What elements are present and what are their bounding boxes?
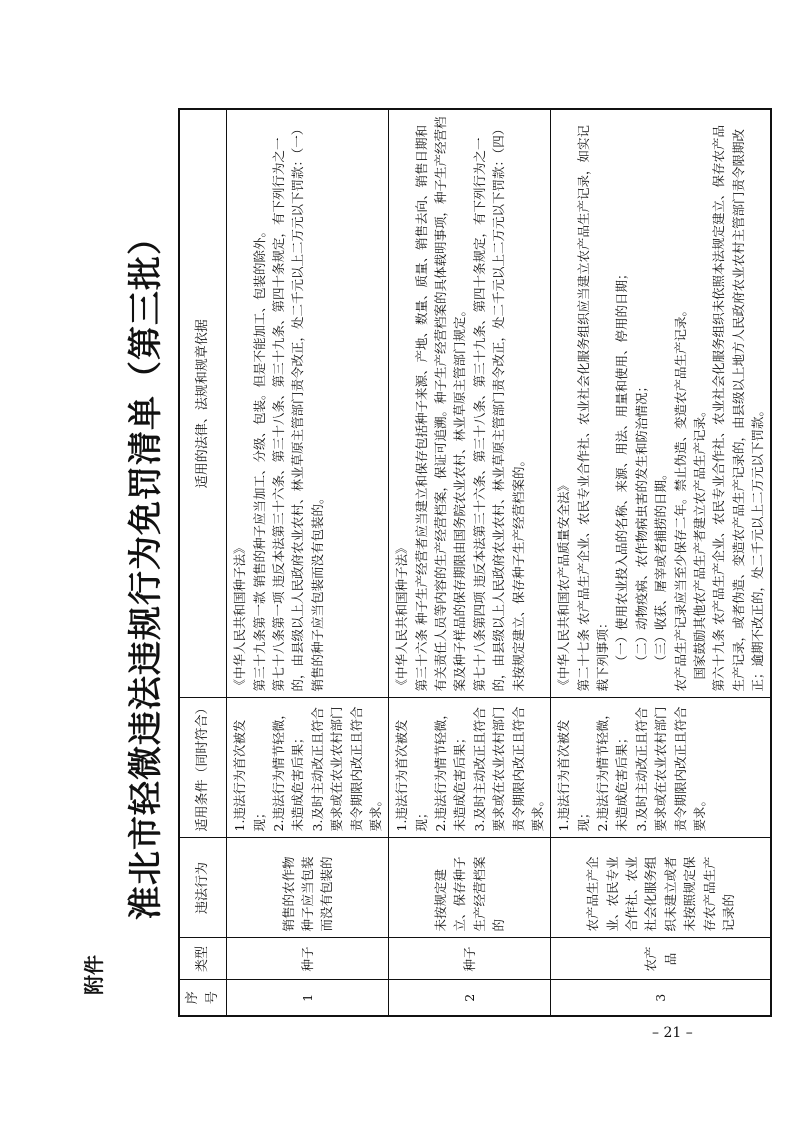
basis-line: 第二十七条 农产品生产企业、农民专业合作社、农业社会化服务组织应当建立农产品生产记录，如实记载下列事项： (575, 125, 611, 692)
header-type: 类型 (179, 938, 227, 980)
row-type: 种子 (389, 938, 551, 980)
condition-line: 2.违法行为情节轻微，未造成危害后果； (595, 707, 630, 832)
page-number: – 21 – (652, 1025, 693, 1041)
header-no: 序号 (179, 980, 227, 1016)
basis-line: （三）收获、屠宰或者捕捞的日期。 (653, 467, 669, 668)
condition-line: 1.违法行为首次被发现； (394, 719, 429, 832)
row-basis (389, 109, 551, 698)
basis-line: 农产品生产记录应当至少保存二年。禁止伪造、变造农产品生产记录。 (672, 303, 688, 692)
row-behavior: 销售的农作物种子应当包装而没有包装的 (227, 838, 389, 938)
basis-line: 国家鼓励其他农产品生产者建立农产品生产记录。 (691, 404, 707, 680)
row-type: 种子 (227, 938, 389, 980)
basis-line: 《中华人民共和国种子法》 (232, 541, 248, 692)
table-row (389, 109, 551, 1016)
condition-line: 2.违法行为情节轻微，未造成危害后果； (271, 707, 306, 832)
basis-line: 《中华人民共和国农产品质量安全法》 (556, 478, 572, 692)
condition-line: 2.违法行为情节轻微，未造成危害后果； (433, 707, 468, 832)
row-no: 2 (389, 980, 551, 1016)
basis-line: 第七十八条第一项 违反本法第三十六条、第三十八条、第三十九条、第四十条规定，有下列行为之一的，由县级以上人民政府农业农村、林业草原主管部门责令改正，处二千元以上二万元以下罚款：（一）销售的种子应当包装而没有包装的。 (271, 122, 325, 692)
condition-line: 3.及时主动改正且符合要求或在农业农村部门责令期限内改正且符合要求。 (471, 706, 545, 832)
basis-line: 第三十九条第一款 销售的种子应当加工、分级、包装。但是不能加工、包装的除外。 (251, 225, 267, 692)
row-conditions (551, 698, 772, 838)
table-row (227, 109, 389, 1016)
table-row (551, 109, 772, 1016)
row-basis (551, 109, 772, 698)
page-title: 淮北市轻微违法违规行为免罚清单（第三批） (126, 220, 166, 920)
condition-line: 3.及时主动改正且符合要求或在农业农村部门责令期限内改正且符合要求。 (633, 706, 707, 832)
basis-line: 第六十九条 农产品生产企业、农民专业合作社、农业社会化服务组织未依照本法规定建立、保存农产品生产记录，或者伪造、变造农产品生产记录的，由县级以上地方人民政府农业农村主管部门责令限期改正；逾期不改正的，处二千元以上二万元以下罚款。 (711, 125, 766, 692)
header-conditions: 适用条件（同时符合） (179, 698, 227, 838)
row-conditions (389, 698, 551, 838)
rotated-table-wrapper (178, 108, 766, 1017)
header-basis: 适用的法律、法规和规章依据 (179, 109, 227, 698)
condition-line: 1.违法行为首次被发现； (232, 719, 267, 832)
row-behavior: 农产品生产企业、农民专业合作社、农业社会化服务组织未建立或者未按照规定保存农产品生产记录的 (551, 838, 772, 938)
basis-line: 第七十八条第四项 违反本法第三十六条、第三十八条、第三十九条、第四十条规定，有下列行为之一的，由县级以上人民政府农业农村、林业草原主管部门责令改正，处二千元以上二万元以下罚款：（四）未按规定建立、保存种子生产经营档案的。 (471, 122, 526, 692)
condition-line: 1.违法行为首次被发现； (556, 719, 591, 832)
row-basis (227, 109, 389, 698)
penalty-exemption-table (178, 108, 772, 1017)
attachment-label: 附件 (82, 955, 106, 995)
row-no: 1 (227, 980, 389, 1016)
table-header-row (179, 109, 227, 1016)
row-behavior: 未按规定建立、保存种子生产经营档案的 (389, 838, 551, 938)
row-no: 3 (551, 980, 772, 1016)
basis-line: （一）使用农业投入品的名称、来源、用法、用量和使用、停用的日期； (614, 267, 630, 668)
basis-line: 第三十六条 种子生产经营者应当建立和保存包括种子来源、产地、数量、质量、销售去向、销售日期和有关责任人员等内容的生产经营档案，保证可追溯。种子生产经营档案的具体载明事项，种子生产经营档案及种子样品的保存期限由国务院农业农村、林业草原主管部门规定。 (413, 116, 468, 692)
condition-line: 3.及时主动改正且符合要求或在农业农村部门责令期限内改正且符合要求。 (309, 706, 383, 832)
row-type: 农产品 (551, 938, 772, 980)
basis-line: 《中华人民共和国种子法》 (394, 541, 410, 692)
basis-line: （二）动物疫病、农作物病虫害的发生和防治情况； (633, 379, 649, 668)
header-behavior: 违法行为 (179, 838, 227, 938)
row-conditions (227, 698, 389, 838)
